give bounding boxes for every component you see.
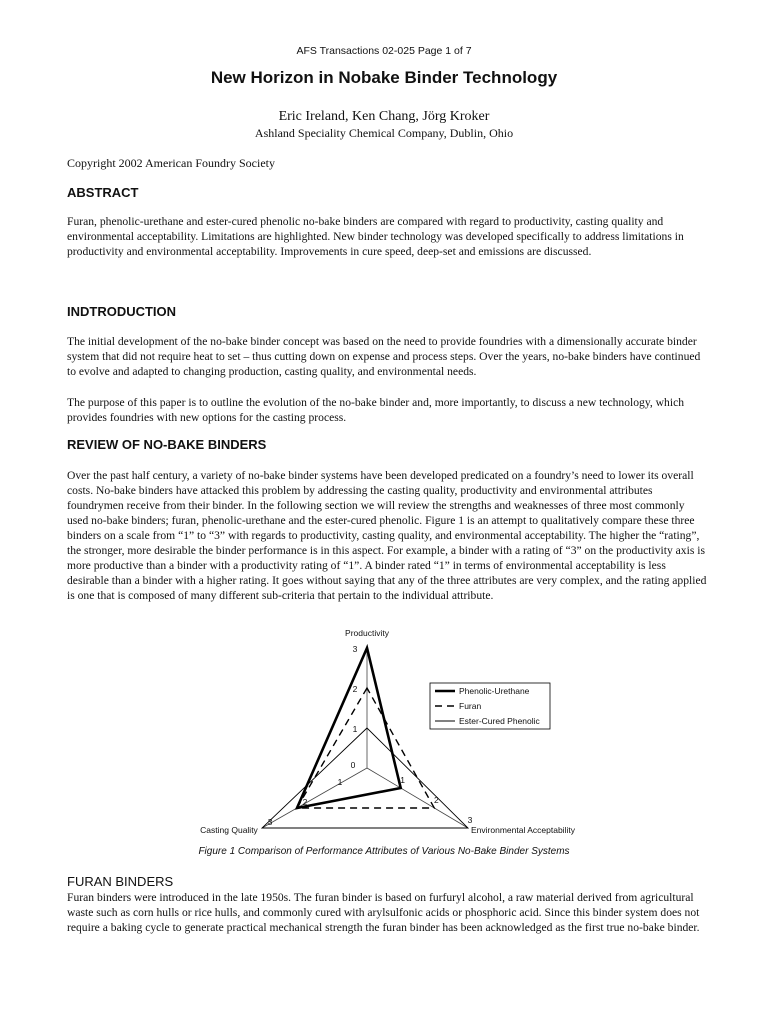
figure-caption: Figure 1 Comparison of Performance Attributes of Various No-Bake Binder Systems [198,846,570,857]
scale-label-casting-1: 1 [337,777,343,787]
review-heading: REVIEW OF NO-BAKE BINDERS [67,437,267,452]
scale-label-productivity-2: 2 [352,684,358,694]
scale-label-origin: 0 [350,760,356,770]
abstract-text: Furan, phenolic-urethane and ester-cured phenolic no-bake binders are compared with regard to productivity, casting quality and environmental acceptability. Limitations are highlighted. New binder technology was developed specifically to address limitations in productivity and environmental acceptability. Improvements in cure speed, deep-set and emissions are discussed. [67,215,684,258]
intro-paragraph-2: The purpose of this paper is to outline the evolution of the no-bake binder and, more importantly, to discuss a new technology, which provides foundries with new options for the casting process. [67,396,685,424]
furan-text: Furan binders were introduced in the late 1950s. The furan binder is based on furfuryl alcohol, a raw material derived from agricultural waste such as corn hulls or rice hulls, and commonly cured with arylsulfonic acids or phosphoric acid. Since this binder system does not require a baking cycle to generate practical mechanical strength the furan binder has been acknowledged as the first true no-bake binder. [67,891,700,934]
scale-label-env-3: 3 [467,815,473,825]
series-furan [297,688,434,808]
scale-label-casting-2: 2 [302,797,308,807]
series-phenolic-urethane [297,648,401,808]
scale-label-env-1: 1 [400,775,406,785]
intro-heading: INDTRODUCTION [67,304,177,319]
affiliation: Ashland Speciality Chemical Company, Dublin, Ohio [254,126,514,140]
review-text: Over the past half century, a variety of no-bake binder systems have been developed predicated on a foundry’s need to lower its overall costs. No-bake binders have attacked this problem by addressing the casting quality, productivity and environmental attributes foundrymen receive from their binder. In the following section we will review the strengths and weaknesses of three most commonly used no-bake binders; furan, phenolic-urethane and the ester-cured phenolic. Figure 1 is an attempt to qualitatively compare these three binders on a scale from “1” to “3” with regards to productivity, casting quality, and environmental acceptability. The higher the “rating”, the stronger, more desirable the binder performance is in this aspect. For example, a binder with a rating of “3” on the productivity axis is more productive than a binder with a productivity rating of “1”. A binder rated “1” in terms of environmental acceptability is less desirable than a binder with a higher rating. It goes without saying that any of the three attributes are very complex, and the rating applied is one that is composed of many different sub-criteria that pertain to the individual attribute. [67,469,707,602]
authors: Eric Ireland, Ken Chang, Jörg Kroker [278,109,490,124]
scale-label-env-2: 2 [433,795,439,805]
copyright: Copyright 2002 American Foundry Society [67,156,275,170]
running-header: AFS Transactions 02-025 Page 1 of 7 [296,45,472,57]
radar-chart [170,628,600,840]
legend-label-2: Ester-Cured Phenolic [459,716,540,726]
furan-heading: FURAN BINDERS [67,874,174,889]
legend-label-1: Furan [459,701,482,711]
scale-label-productivity-3: 3 [352,644,358,654]
scale-label-productivity-1: 1 [352,724,358,734]
axis-label-environmental: Environmental Acceptability [471,825,575,835]
legend-label-0: Phenolic-Urethane [459,686,530,696]
axis-line-2 [367,768,468,828]
series-ester-cured-phenolic [262,728,468,828]
axis-label-casting-quality: Casting Quality [200,825,258,835]
axis-label-productivity: Productivity [345,628,389,638]
scale-label-casting-3: 3 [267,817,273,827]
paper-title: New Horizon in Nobake Binder Technology [210,68,558,87]
abstract-heading: ABSTRACT [67,185,139,200]
intro-paragraph-1: The initial development of the no-bake binder concept was based on the need to provide foundries with a dimensionally accurate binder system that did not require heat to set – thus cutting down on expense and process steps. Over the years, no-bake binders have continued to evolve and adapted to changing production, casting quality, and environmental needs. [67,335,701,378]
